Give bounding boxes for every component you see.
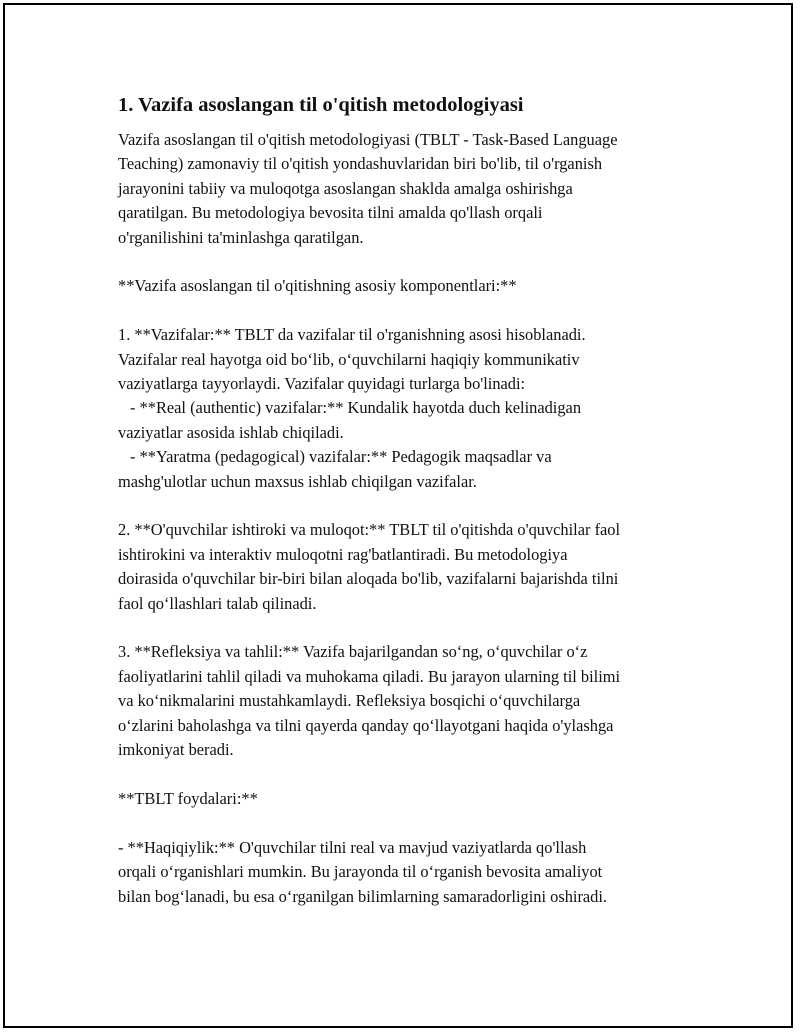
item-reflection [118,640,708,762]
intro-line: Vazifa asoslangan til o'qitish metodologiyasi (TBLT - Task-Based Language [118,130,618,149]
subitem-line: - **Yaratma (pedagogical) vazifalar:** Pedagogik maqsadlar va [130,447,552,467]
benefit-authenticity [118,836,708,909]
subitem-line: - **Real (authentic) vazifalar:** Kundalik hayotda duch kelinadigan [130,398,582,418]
intro-line: jarayonini tabiiy va muloqotga asoslangan shaklda amalga oshirishga [118,178,573,198]
item-line: o‘zlarini baholashga va tilni qayerda qanday qo‘llayotgani haqida o'ylashga [118,715,614,735]
item-line: 3. **Refleksiya va tahlil:** Vazifa bajarilgandan so‘ng, o‘quvchilar o‘z [118,642,588,662]
benefit-line: orqali o‘rganishlari mumkin. Bu jarayonda til o‘rganish bevosita amaliyot [118,862,603,882]
item-line: faoliyatlarini tahlil qiladi va muhokama qiladi. Bu jarayon ularning til bilimi [118,666,621,686]
item-participation [118,518,708,616]
benefit-line: - **Haqiqiylik:** O'quvchilar tilni real va mavjud vaziyatlarda qo'llash [118,837,587,857]
subitem-line: mashg'ulotlar uchun maxsus ishlab chiqilgan vazifalar. [118,471,477,491]
item-tasks [118,323,708,494]
item-line: imkoniyat beradi. [118,740,234,760]
intro-line: Teaching) zamonaviy til o'qitish yondashuvlaridan biri bo'lib, til o'rganish [118,154,603,174]
item-line: 2. **O'quvchilar ishtiroki va muloqot:** TBLT til o'qitishda o'quvchilar faol [118,520,621,540]
benefit-line: bilan bog‘lanadi, bu esa o‘rganilgan bilimlarning samaradorligini oshiradi. [118,886,608,906]
document-heading: 1. Vazifa asoslangan til o'qitish metodologiyasi [118,94,524,116]
item-line: vaziyatlarga tayyorlaydi. Vazifalar quyidagi turlarga bo'linadi: [118,374,526,394]
intro-line: qaratilgan. Bu metodologiya bevosita tilni amalda qo'llash orqali [118,203,543,223]
item-line: faol qo‘llashlari talab qilinadi. [118,593,317,613]
item-line: va ko‘nikmalarini mustahkamlaydi. Refleksiya bosqichi o‘quvchilarga [118,691,581,711]
intro-line: o'rganilishini ta'minlashga qaratilgan. [118,227,364,247]
benefits-heading: **TBLT foydalari:** [118,788,258,808]
components-heading: **Vazifa asoslangan til o'qitishning asosiy komponentlari:** [118,276,517,296]
item-line: 1. **Vazifalar:** TBLT da vazifalar til o'rganishning asosi hisoblanadi. [118,325,586,345]
subitem-line: vaziyatlar asosida ishlab chiqiladi. [118,422,344,442]
item-line: Vazifalar real hayotga oid bo‘lib, o‘quvchilarni haqiqiy kommunikativ [118,349,580,369]
item-line: doirasida o'quvchilar bir-biri bilan aloqada bo'lib, vazifalarni bajarishda tilni [118,569,619,589]
intro-paragraph [118,128,708,250]
item-line: ishtirokini va interaktiv muloqotni rag'batlantiradi. Bu metodologiya [118,544,568,564]
document-body [118,92,708,909]
